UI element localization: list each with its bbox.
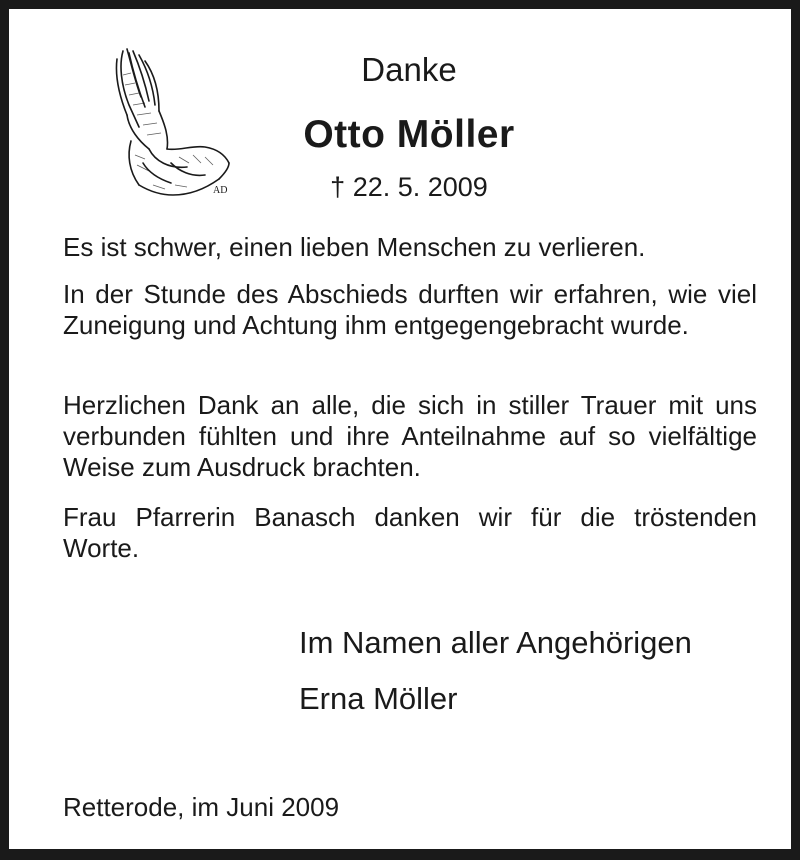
place-and-date: Retterode, im Juni 2009	[63, 792, 340, 822]
paragraph-3: Herzlichen Dank an alle, die sich in stiller Trauer mit uns verbunden fühlten und ihre Anteilnahme auf so vielfältige Weise zum Ausdruck brachten.	[63, 390, 757, 482]
signature-line-relatives: Im Namen aller Angehörigen	[299, 625, 692, 660]
deceased-name: Otto Möller	[303, 113, 515, 156]
paragraph-1: Es ist schwer, einen lieben Menschen zu verlieren.	[63, 232, 646, 262]
death-date: † 22. 5. 2009	[330, 172, 488, 202]
thanks-heading: Danke	[361, 51, 457, 88]
paragraph-2: In der Stunde des Abschieds durften wir erfahren, wie viel Zuneigung und Achtung ihm entgegengebracht wurde.	[63, 279, 757, 340]
signature-line-name: Erna Möller	[299, 681, 458, 716]
paragraph-4: Frau Pfarrerin Banasch danken wir für die tröstenden Worte.	[63, 502, 757, 563]
svg-text:AD: AD	[213, 185, 228, 196]
